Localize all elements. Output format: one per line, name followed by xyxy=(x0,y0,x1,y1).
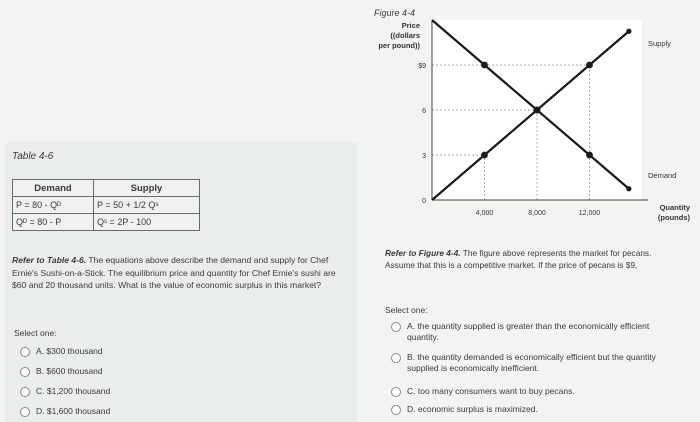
table-title: Table 4-6 xyxy=(12,151,54,162)
table-cell: Qˢ = 2P - 100 xyxy=(94,214,200,231)
option-c-right[interactable]: C. too many consumers want to buy pecans. xyxy=(391,386,661,397)
option-c-left[interactable]: C. $1,200 thousand xyxy=(20,386,110,397)
y-tick-label: 0 xyxy=(422,198,426,205)
y-tick-label: 3 xyxy=(422,153,426,160)
x-axis-label: Quantity xyxy=(659,203,690,212)
option-a-right[interactable]: A. the quantity supplied is greater than the economically efficient quantity. xyxy=(391,321,661,343)
table-header-demand: Demand xyxy=(13,180,94,197)
radio-icon[interactable] xyxy=(391,405,401,415)
y-axis-label: Price xyxy=(401,21,420,30)
question-ref-right: Refer to Figure 4-4. xyxy=(385,248,461,258)
data-point xyxy=(481,152,488,159)
y-tick-label: 6 xyxy=(422,108,426,115)
option-b-right[interactable]: B. the quantity demanded is economically efficient but the quantity supplied is economically inefficient. xyxy=(391,352,661,374)
x-tick-label: 8,000 xyxy=(528,210,546,217)
radio-icon[interactable] xyxy=(391,322,401,332)
radio-icon[interactable] xyxy=(391,387,401,397)
radio-icon[interactable] xyxy=(391,353,401,363)
option-d-right[interactable]: D. economic surplus is maximized. xyxy=(391,404,661,415)
series-label-supply: Supply xyxy=(648,39,671,48)
y-axis-label: ((dollars xyxy=(390,31,420,40)
question-text-figure-4-4 xyxy=(385,248,670,271)
table-cell: Qᴰ = 80 - P xyxy=(13,214,94,231)
data-point xyxy=(534,107,541,114)
question-ref: Refer to Table 4-6. xyxy=(12,255,87,265)
question-body: The equations above describe the demand and supply for Chef Ernie's Sushi-on-a-Stick. The equilibrium price and quantity for Chef Ernie's sushi are $60 and 20 thousand units. What is the value of economic surplus in this market? xyxy=(12,255,336,290)
table-cell: P = 80 - Qᴰ xyxy=(13,197,94,214)
x-tick-label: 12,000 xyxy=(578,210,601,217)
data-point xyxy=(586,62,593,69)
radio-icon[interactable] xyxy=(20,407,30,417)
figure-title: Figure 4-4 xyxy=(374,8,416,18)
option-a-left[interactable]: A. $300 thousand xyxy=(20,346,103,357)
question-text-table-4-6 xyxy=(12,254,337,292)
y-tick-label: $9 xyxy=(418,63,426,70)
data-point xyxy=(586,152,593,159)
question-body-right: The figure above represents the market for pecans. Assume that this is a competitive market. If the price of pecans is $9, xyxy=(385,248,652,270)
select-one-label: Select one: xyxy=(14,328,57,338)
series-label-demand: Demand xyxy=(648,171,677,180)
radio-icon[interactable] xyxy=(20,367,30,377)
table-cell: P = 50 + 1/2 Qˢ xyxy=(94,197,200,214)
table-header-supply: Supply xyxy=(94,180,200,197)
x-axis-label: (pounds) xyxy=(657,213,690,222)
series-end-marker xyxy=(626,29,631,34)
option-b-left[interactable]: B. $600 thousand xyxy=(20,366,103,377)
select-one-label-right: Select one: xyxy=(385,305,428,315)
option-d-left[interactable]: D. $1,600 thousand xyxy=(20,406,110,417)
radio-icon[interactable] xyxy=(20,387,30,397)
series-end-marker xyxy=(626,186,631,191)
x-tick-label: 4,000 xyxy=(475,210,494,217)
y-axis-label: per pound)) xyxy=(378,41,420,50)
radio-icon[interactable] xyxy=(20,347,30,357)
data-point xyxy=(481,62,488,69)
